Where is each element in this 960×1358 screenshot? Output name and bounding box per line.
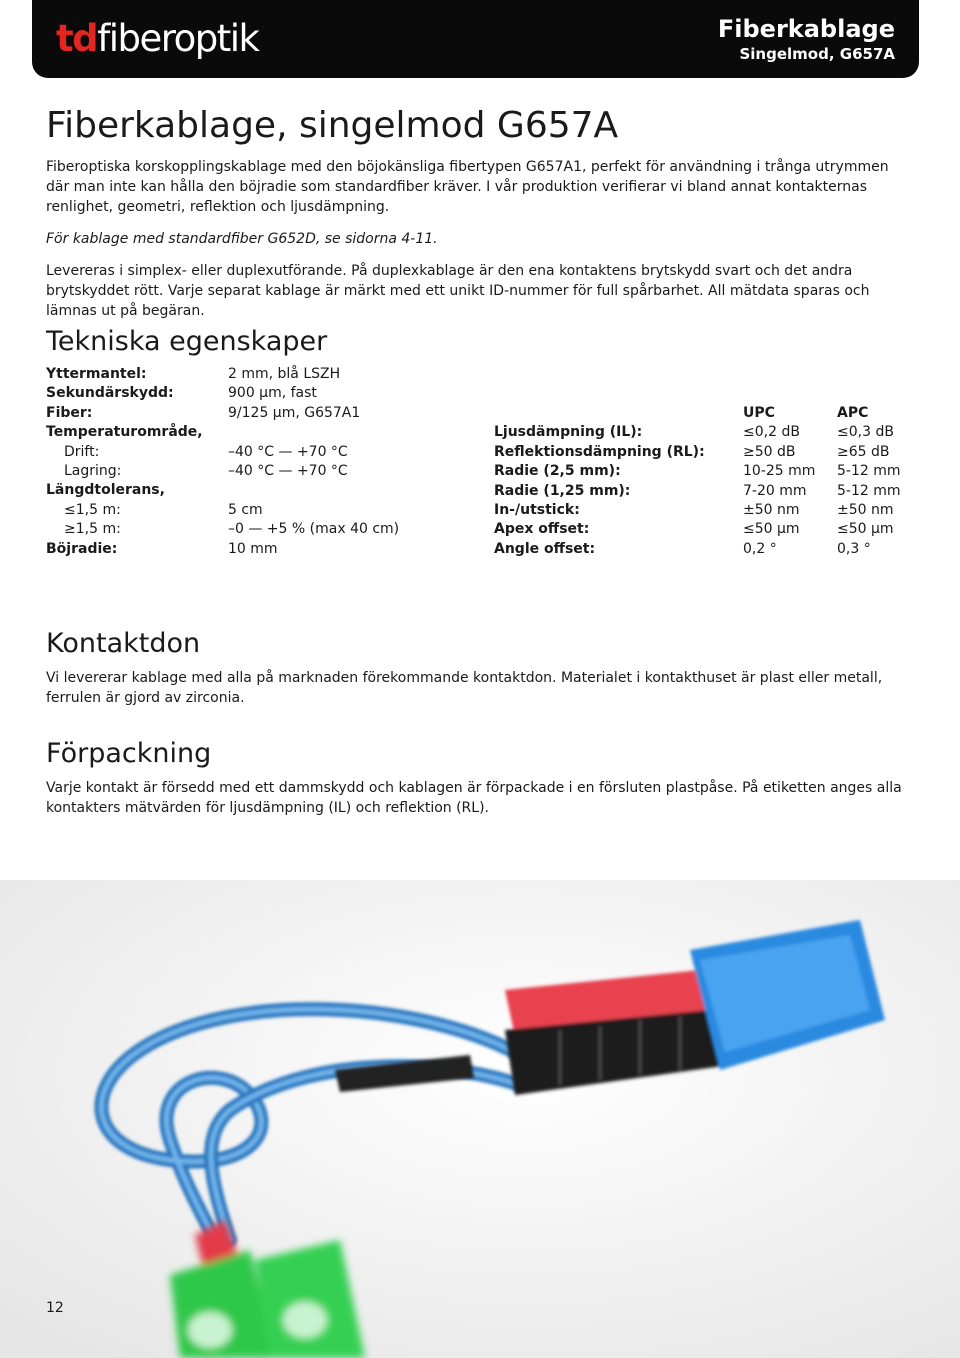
tech-heading: Tekniska egenskaper bbox=[46, 326, 328, 357]
spec-apc-value: 5-12 mm bbox=[837, 463, 901, 480]
spec-value: 2 mm, blå LSZH bbox=[228, 366, 341, 382]
spec-row bbox=[46, 384, 466, 403]
spec-label: In-/utstick: bbox=[494, 501, 580, 518]
packaging-heading: Förpackning bbox=[46, 738, 212, 769]
spec-upc-value: ±50 nm bbox=[743, 501, 800, 518]
spec-label: Temperaturområde, bbox=[46, 424, 203, 441]
spec-apc-value: 0,3 ° bbox=[837, 540, 871, 557]
logo-text: fiberoptik bbox=[97, 17, 259, 60]
spec-upc-value: 7-20 mm bbox=[743, 482, 807, 499]
spec-row bbox=[494, 501, 914, 520]
page-number: 12 bbox=[46, 1300, 64, 1316]
spec-apc-value: 5-12 mm bbox=[837, 482, 901, 499]
spec-label: Lagring: bbox=[64, 462, 122, 479]
spec-upc-value: ≤50 µm bbox=[743, 521, 800, 538]
spec-label: Radie (1,25 mm): bbox=[494, 482, 631, 499]
spec-row bbox=[46, 443, 466, 462]
spec-upc-value: ≥50 dB bbox=[743, 443, 796, 460]
spec-row bbox=[494, 462, 914, 481]
spec-upc-value: 0,2 ° bbox=[743, 540, 777, 557]
intro-section bbox=[46, 100, 912, 321]
spec-label: Böjradie: bbox=[46, 540, 118, 557]
header-title-block bbox=[718, 14, 895, 64]
spec-upc-value: ≤0,2 dB bbox=[743, 424, 800, 441]
spec-label: ≤1,5 m: bbox=[64, 501, 121, 518]
packaging-paragraph: Varje kontakt är försedd med ett dammskydd och kablagen är förpackade i en försluten plastpåse. På etiketten anges alla kontakters mätvärden för ljusdämpning (IL) och reflektion (RL). bbox=[46, 780, 902, 816]
spec-label: Apex offset: bbox=[494, 521, 590, 538]
spec-row bbox=[494, 520, 914, 539]
spec-label: Radie (2,5 mm): bbox=[494, 463, 621, 480]
spec-apc-value: ≤50 µm bbox=[837, 521, 894, 538]
logo-td: td bbox=[56, 17, 98, 60]
spec-table-connector bbox=[494, 404, 914, 559]
header-title: Fiberkablage bbox=[717, 15, 895, 43]
spec-row bbox=[46, 540, 466, 559]
spec-row bbox=[46, 404, 466, 423]
spec-value: –40 °C — +70 °C bbox=[228, 462, 348, 479]
spec-row bbox=[46, 520, 466, 539]
delivery-paragraph: Levereras i simplex- eller duplexutförande. På duplexkablage är den ena kontaktens brytskydd svart och det andra brytskyddet rött. Varje separat kablage är märkt med ett unikt ID-nummer för full spårbarhet. All mätdata sparas och lämnas ut på begäran. bbox=[46, 263, 870, 319]
spec-table-general bbox=[46, 365, 466, 559]
spec-apc-value: ≥65 dB bbox=[837, 443, 890, 460]
spec-label: Ljusdämpning (IL): bbox=[494, 424, 643, 441]
spec-row bbox=[46, 481, 466, 500]
spec-label: Drift: bbox=[64, 443, 100, 460]
spec-value: –0 — +5 % (max 40 cm) bbox=[228, 521, 400, 538]
spec-label: Sekundärskydd: bbox=[46, 385, 174, 402]
col-apc-header: APC bbox=[837, 405, 869, 421]
fiber-cable-photo bbox=[0, 880, 960, 1358]
spec-label: Angle offset: bbox=[494, 540, 596, 557]
spec-row bbox=[494, 540, 914, 559]
spec-apc-value: ≤0,3 dB bbox=[837, 424, 894, 441]
page-header bbox=[32, 0, 919, 78]
spec-value: 5 cm bbox=[228, 501, 263, 518]
spec-row bbox=[494, 482, 914, 501]
spec-value: 10 mm bbox=[228, 540, 278, 557]
spec-label: Reflektionsdämpning (RL): bbox=[494, 443, 705, 460]
spec-label: Yttermantel: bbox=[46, 366, 147, 382]
reference-note: För kablage med standardfiber G652D, se sidorna 4-11. bbox=[46, 231, 438, 247]
spec-label: ≥1,5 m: bbox=[64, 521, 121, 538]
contacts-heading: Kontaktdon bbox=[46, 628, 201, 659]
intro-paragraph: Fiberoptiska korskopplingskablage med den böjokänsliga fibertypen G657A1, perfekt för användning i trånga utrymmen där man inte kan hålla den böjradie som standardfiber kräver. I vår produktion verifierar vi bland annat kontakternas renlighet, geometri, reflektion och ljusdämpning. bbox=[46, 159, 889, 215]
contacts-paragraph: Vi levererar kablage med alla på marknaden förekommande kontaktdon. Materialet i kontakthuset är plast eller metall, ferrulen är gjord av zirconia. bbox=[46, 670, 883, 706]
spec-upc-value: 10-25 mm bbox=[743, 463, 816, 480]
spec-label: Fiber: bbox=[46, 404, 93, 421]
header-subtitle: Singelmod, G657A bbox=[739, 45, 895, 63]
spec-row bbox=[46, 501, 466, 520]
spec-value: 900 µm, fast bbox=[228, 385, 317, 402]
brand-logo bbox=[56, 17, 258, 61]
spec-row bbox=[46, 462, 466, 481]
page-title: Fiberkablage, singelmod G657A bbox=[46, 105, 619, 146]
spec-label: Längdtolerans, bbox=[46, 482, 165, 499]
spec-row bbox=[494, 443, 914, 462]
col-upc-header: UPC bbox=[743, 405, 775, 421]
spec-row bbox=[46, 365, 466, 384]
spec-row bbox=[46, 423, 466, 442]
spec-value: 9/125 µm, G657A1 bbox=[228, 404, 361, 421]
spec-header-row bbox=[494, 404, 914, 423]
spec-row bbox=[494, 423, 914, 442]
spec-apc-value: ±50 nm bbox=[837, 501, 894, 518]
spec-value: –40 °C — +70 °C bbox=[228, 443, 348, 460]
